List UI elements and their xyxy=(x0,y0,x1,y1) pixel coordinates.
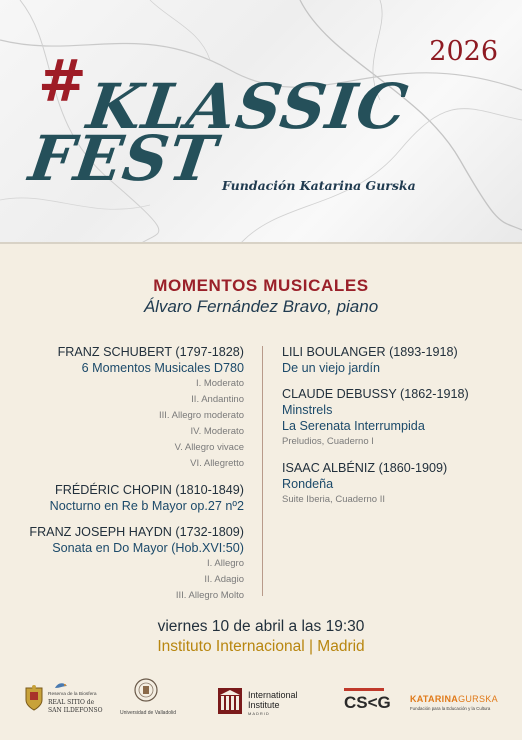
work-title: Sonata en Do Mayor (Hob.XVI:50) xyxy=(52,541,244,555)
program-item-boulanger xyxy=(282,344,512,376)
movement: III. Allegro Molto xyxy=(175,590,244,601)
kg-tagline: Fundación para la Educación y la Cultura xyxy=(410,706,491,711)
column-divider xyxy=(262,346,263,596)
movement: IV. Moderato xyxy=(190,426,244,437)
logo-universidad-valladolid xyxy=(114,678,182,722)
composer-name: FRÉDÉRIC CHOPIN (1810-1849) xyxy=(55,483,244,497)
university-seal-icon xyxy=(134,678,158,702)
organizer-name: Fundación Katarina Gurska xyxy=(222,178,416,193)
rsi-line3: SAN ILDEFONSO xyxy=(48,707,103,714)
csg-text: CS<G xyxy=(344,693,391,712)
ii-line2: Institute xyxy=(248,700,280,710)
festival-title-line1: KLASSIC xyxy=(82,70,413,143)
csg-bar xyxy=(344,688,384,691)
concert-title: MOMENTOS MUSICALES xyxy=(153,276,369,295)
work-title: De un viejo jardín xyxy=(282,361,381,375)
movement: III. Allegro moderato xyxy=(158,410,244,421)
coat-of-arms-icon xyxy=(24,684,44,712)
program-item-haydn xyxy=(4,524,244,604)
program-item-chopin xyxy=(4,482,244,514)
sponsor-logos xyxy=(0,676,522,728)
work-title: Rondeña xyxy=(282,477,334,491)
program-item-albeniz xyxy=(282,460,512,508)
logo-real-sitio-san-ildefonso xyxy=(24,680,103,720)
kg-name xyxy=(410,694,498,704)
composer-name: CLAUDE DEBUSSY (1862-1918) xyxy=(282,387,469,401)
hash-symbol: # xyxy=(38,47,87,115)
bird-icon xyxy=(54,680,68,692)
work-note: Suite Iberia, Cuaderno II xyxy=(282,494,385,505)
work-title: 6 Momentos Musicales D780 xyxy=(81,361,244,375)
movement: VI. Allegretto xyxy=(190,458,244,469)
event-date: viernes 10 de abril a las 19:30 xyxy=(157,618,365,635)
movement: I. Allegro xyxy=(207,558,244,569)
work-title: Nocturno en Re b Mayor op.27 nº2 xyxy=(49,499,244,513)
rsi-line1: Reserva de la Biosfera xyxy=(48,692,97,697)
logo-katarina-gurska xyxy=(410,694,514,718)
movement: I. Moderato xyxy=(195,378,244,389)
festival-title-line2: FEST xyxy=(24,122,222,195)
logo-csg xyxy=(344,688,391,716)
institute-building-icon xyxy=(218,688,242,714)
performer: Álvaro Fernández Bravo, piano xyxy=(143,297,379,316)
work-note: Preludios, Cuaderno I xyxy=(282,436,374,447)
composer-name: FRANZ SCHUBERT (1797-1828) xyxy=(57,345,244,359)
event-venue: Instituto Internacional | Madrid xyxy=(157,638,365,655)
movement: II. Andantino xyxy=(191,394,244,405)
composer-name: FRANZ JOSEPH HAYDN (1732-1809) xyxy=(29,525,244,539)
movement: II. Adagio xyxy=(204,574,244,585)
work-title: Minstrels xyxy=(282,403,333,417)
festival-year: 2026 xyxy=(429,36,498,67)
header-marble xyxy=(0,0,522,244)
movement: V. Allegro vivace xyxy=(174,442,244,453)
work-title: La Serenata Interrumpida xyxy=(282,419,425,433)
uva-name: Universidad de Valladolid xyxy=(119,710,177,716)
program-item-debussy xyxy=(282,386,512,450)
kg-name-b: GURSKA xyxy=(458,694,498,704)
composer-name: LILI BOULANGER (1893-1918) xyxy=(282,345,458,359)
ii-line1: International xyxy=(248,690,298,700)
kg-name-a: KATARINA xyxy=(410,694,459,704)
program-left-column xyxy=(4,344,244,614)
logo-international-institute xyxy=(218,688,314,718)
program-item-schubert xyxy=(4,344,244,472)
rsi-line2: REAL SITIO de xyxy=(48,699,95,706)
composer-name: ISAAC ALBÉNIZ (1860-1909) xyxy=(282,461,448,475)
program-right-column xyxy=(282,344,512,518)
ii-line3: MADRID xyxy=(248,711,270,716)
